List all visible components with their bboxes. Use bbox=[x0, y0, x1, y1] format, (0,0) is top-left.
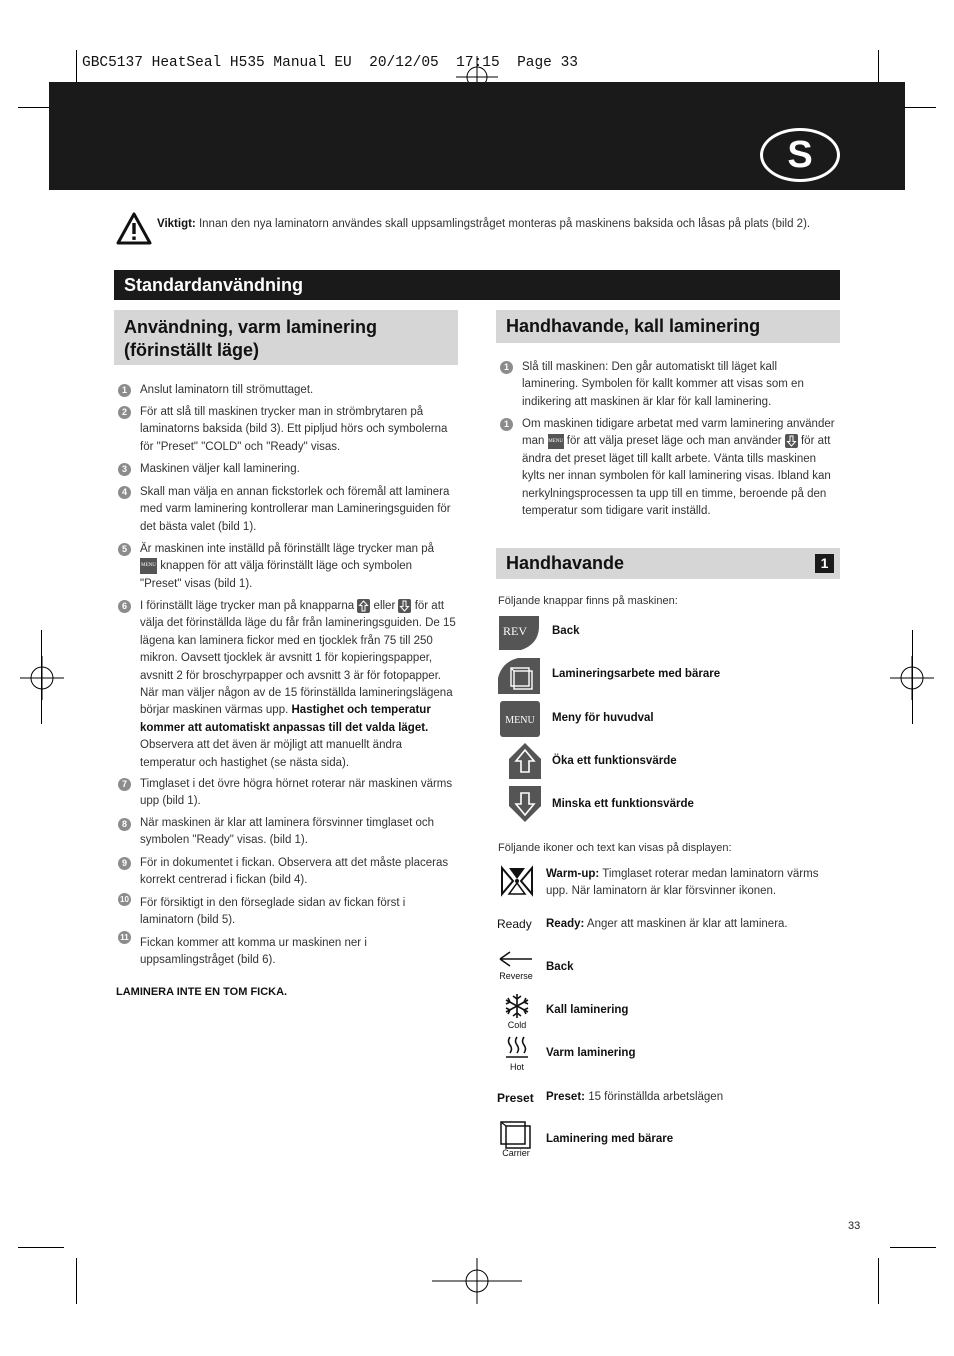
step-number: 7 bbox=[118, 778, 131, 791]
important-note bbox=[157, 218, 877, 230]
reverse-label: Back bbox=[546, 961, 574, 973]
step-text: För in dokumentet i fickan. Observera att det måste placeras korrekt centrerad i fickan (bild 4). bbox=[140, 857, 449, 887]
button-label: Lamineringsarbete med bärare bbox=[552, 668, 721, 680]
registration-mark-right bbox=[890, 656, 934, 700]
crop-mark bbox=[878, 1258, 879, 1304]
step-text: Fickan kommer att komma ur maskinen ner i uppsamlingstråget (bild 6). bbox=[140, 937, 367, 967]
reverse-caption: Reverse bbox=[499, 971, 533, 981]
menu-icon: MENU bbox=[140, 558, 157, 574]
carrier-icon bbox=[500, 1121, 532, 1149]
step-number: 6 bbox=[118, 600, 131, 613]
warning-caps: LAMINERA INTE EN TOM FICKA. bbox=[116, 986, 288, 998]
step-number: 1 bbox=[500, 418, 513, 431]
operation-heading bbox=[496, 548, 840, 579]
arrow-down-icon bbox=[785, 434, 798, 448]
arrow-up-icon bbox=[508, 742, 542, 780]
section-title: Standardanvändning bbox=[114, 270, 840, 300]
hot-lamination-heading bbox=[114, 310, 458, 365]
registration-mark-left bbox=[20, 656, 64, 700]
step-text-part: Är maskinen inte inställd på förinställt läge trycker man på bbox=[140, 543, 435, 555]
carrier-label: Laminering med bärare bbox=[546, 1133, 674, 1145]
hot-caption: Hot bbox=[509, 1062, 524, 1072]
step-text: Timglaset i det övre högra hörnet roterar när maskinen värms upp (bild 1). bbox=[140, 778, 453, 808]
arrow-down-icon bbox=[508, 785, 542, 823]
ready-text: Anger att maskinen är klar att laminera. bbox=[584, 918, 788, 930]
preset-label: Preset: bbox=[546, 1091, 585, 1103]
crop-mark bbox=[76, 1258, 77, 1304]
step-text-part: för att ändra det preset läget till kallt arbete. Vänta tills maskinen kylts ner innan symbolen för kall laminering visas. Ibland kan nerkylningsprocessen ta upp till en timme, beroende på den temperatur som tidigare varit inställd. bbox=[522, 435, 831, 518]
step-text bbox=[140, 598, 458, 772]
button-label: Minska ett funktionsvärde bbox=[552, 798, 694, 810]
preset-text: 15 förinställda arbetslägen bbox=[585, 1091, 724, 1103]
svg-text:MENU: MENU bbox=[505, 715, 535, 726]
step-text: För försiktigt in den förseglade sidan av fickan först i laminatorn (bild 5). bbox=[140, 897, 406, 927]
heading-line: Användning, varm laminering bbox=[124, 317, 378, 337]
hot-label: Varm laminering bbox=[546, 1047, 636, 1059]
arrow-up-icon bbox=[357, 599, 370, 613]
rev-icon bbox=[497, 614, 541, 652]
step-text: Maskinen väljer kall laminering. bbox=[140, 463, 300, 475]
step-number: 5 bbox=[118, 543, 131, 556]
step-number: 3 bbox=[118, 463, 131, 476]
step-number: 9 bbox=[118, 857, 131, 870]
crop-mark bbox=[890, 1247, 936, 1248]
step-number: 4 bbox=[118, 486, 131, 499]
ready-indicator: Ready bbox=[497, 917, 532, 931]
step-text-part: för att välja preset läge och man använder bbox=[566, 435, 782, 448]
step-number: 2 bbox=[118, 406, 131, 419]
warmup-description bbox=[546, 866, 838, 899]
cold-caption: Cold bbox=[507, 1020, 527, 1030]
note-label: Viktigt: bbox=[157, 218, 196, 230]
step-text: Skall man välja en annan fickstorlek och föremål att laminera med varm laminering kontrollerar man Lamineringsguiden för det bästa valet (bild 1). bbox=[140, 486, 451, 533]
step-bold-text: Hastighet och temperatur kommer att automatiskt anpassas till det valda läget. bbox=[140, 704, 431, 734]
carrier-lamination-icon bbox=[496, 656, 542, 696]
step-number: 1 bbox=[500, 361, 513, 374]
step-text bbox=[140, 541, 445, 593]
step-text: Anslut laminatorn till strömuttaget. bbox=[140, 384, 314, 396]
step-text-part: för att välja det förinställda läge du får från lamineringsguiden. De 15 lägena kan laminera fickor med en tjocklek från 75 till 250 mikron. Oavsett tjocklek är avsnitt 1 för kopieringspapper, avsnitt 2 för broschyrpapper och avsnitt 3 är för fotopapper. När man väljer någon av de 15 förinställda lamineringslägena börjar maskinen värmas upp. bbox=[140, 600, 456, 717]
print-slug: GBC5137 HeatSeal H535 Manual EU 20/12/05 17:15 Page 33 bbox=[82, 55, 578, 71]
step-text: För att slå till maskinen trycker man in strömbrytaren på laminatorns baksida (bild 3). Ett pipljud hörs och symbolerna för "Preset" "COLD" och "Ready" visas. bbox=[140, 406, 448, 453]
menu-icon: MENU bbox=[548, 434, 564, 449]
ready-description bbox=[546, 916, 838, 933]
preset-indicator: Preset bbox=[497, 1091, 534, 1105]
note-text: Innan den nya laminatorn användes skall uppsamlingstråget monteras på maskinens baksida och låsas på plats (bild 2). bbox=[195, 218, 811, 230]
menu-icon bbox=[499, 700, 541, 738]
step-text-part: Observera att det även är möjligt att manuellt ändra temperatur och hastighet (se nästa sida). bbox=[140, 739, 403, 769]
language-badge: S bbox=[760, 128, 840, 182]
button-label: Öka ett funktionsvärde bbox=[552, 755, 677, 767]
arrow-down-icon bbox=[398, 599, 411, 613]
svg-text:REV: REV bbox=[503, 624, 527, 638]
step-text: När maskinen är klar att laminera försvinner timglaset och symbolen "Ready" visas. (bild 1). bbox=[140, 817, 435, 847]
step-text-part: I förinställt läge trycker man på knapparna bbox=[140, 600, 355, 612]
crop-mark bbox=[18, 1247, 64, 1248]
heat-waves-icon bbox=[505, 1035, 529, 1059]
step-number: 10 bbox=[118, 893, 131, 906]
step-number: 8 bbox=[118, 818, 131, 831]
heading-line: (förinställt läge) bbox=[124, 340, 260, 360]
button-label: Meny för huvudval bbox=[552, 712, 654, 724]
warmup-text: Timglaset roterar medan laminatorn värms upp. När laminatorn är klar försvinner ikonen. bbox=[546, 868, 819, 897]
step-text-part: eller bbox=[373, 600, 396, 612]
step-text-part: knappen för att välja förinställt läge och symbolen "Preset" visas (bild 1). bbox=[140, 560, 413, 590]
step-number: 11 bbox=[118, 931, 131, 944]
snowflake-icon bbox=[503, 993, 531, 1019]
registration-mark-bottom bbox=[432, 1258, 522, 1304]
hourglass-icon bbox=[499, 865, 535, 897]
carrier-caption: Carrier bbox=[502, 1148, 530, 1158]
warmup-label: Warm-up: bbox=[546, 868, 600, 880]
cold-label: Kall laminering bbox=[546, 1004, 629, 1016]
figure-number: 1 bbox=[815, 554, 834, 573]
page-number: 33 bbox=[848, 1220, 861, 1232]
preset-description bbox=[546, 1089, 838, 1106]
step-text-part: Om maskinen tidigare arbetat med varm laminering använder man bbox=[522, 418, 835, 448]
warning-icon bbox=[116, 211, 152, 247]
button-label: Back bbox=[552, 625, 580, 637]
step-text bbox=[522, 416, 838, 520]
reverse-arrow-icon bbox=[498, 950, 534, 968]
display-intro: Följande ikoner och text kan visas på displayen: bbox=[498, 842, 732, 854]
buttons-intro: Följande knappar finns på maskinen: bbox=[498, 595, 678, 607]
step-number: 1 bbox=[118, 384, 131, 397]
step-text: Slå till maskinen: Den går automatiskt till läget kall laminering. Symbolen för kallt kommer att visas som en indikering att maskinen är klar för kall laminering. bbox=[522, 361, 804, 408]
operation-heading-text: Handhavande bbox=[506, 553, 625, 573]
ready-label: Ready: bbox=[546, 918, 585, 930]
cold-lamination-heading: Handhavande, kall laminering bbox=[496, 310, 840, 343]
